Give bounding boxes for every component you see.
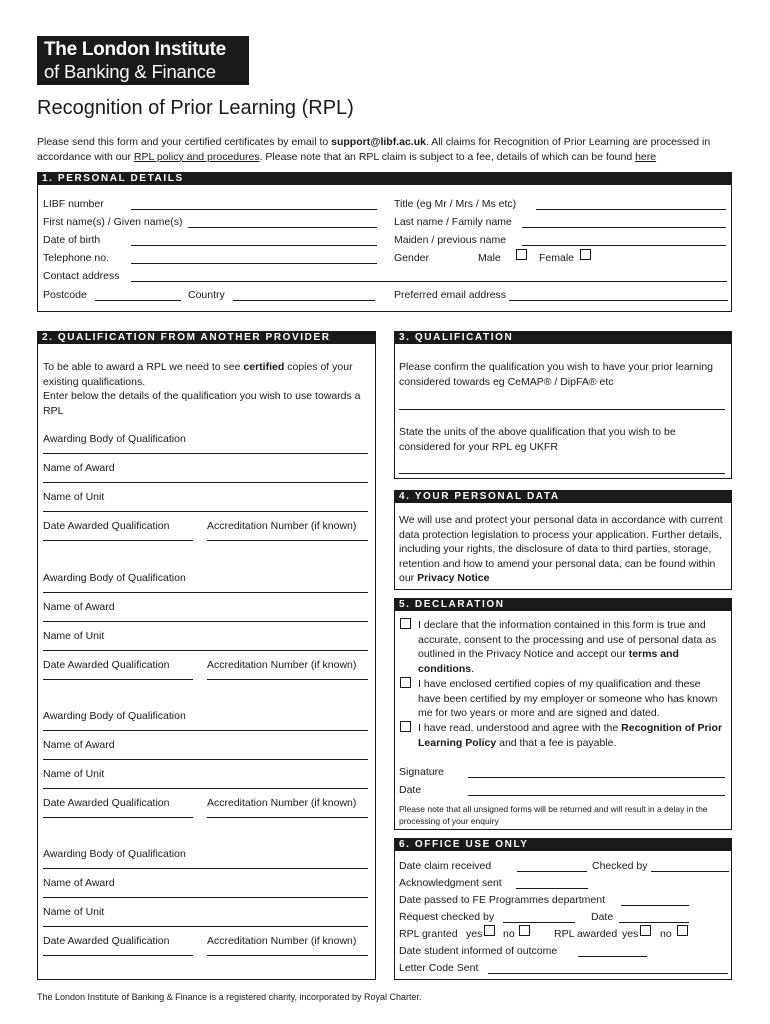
title-field[interactable] [536, 209, 726, 210]
declaration-1-checkbox[interactable] [400, 618, 411, 629]
dob-label: Date of birth [43, 234, 101, 246]
declaration-3-checkbox[interactable] [400, 721, 411, 732]
section-qualification [394, 331, 732, 479]
logo-line-2: of Banking & Finance [44, 61, 216, 82]
declaration-3-text: I have read, understood and agree with the Recognition of Prior Learning Policy and that a fee is payable. [418, 722, 723, 749]
libf-logo [37, 36, 249, 85]
logo-line-1: The London Institute [44, 39, 226, 60]
section-4-header: 4. YOUR PERSONAL DATA [394, 490, 732, 503]
unit-name-field-1[interactable] [43, 511, 368, 512]
unit-name-label-2: Name of Unit [43, 630, 105, 642]
awarding-body-label-1: Awarding Body of Qualification [43, 433, 186, 445]
country-label: Country [188, 289, 225, 301]
gender-male-checkbox[interactable] [516, 249, 527, 260]
award-name-label-4: Name of Award [43, 877, 115, 889]
request-checked-label: Request checked by [399, 911, 495, 923]
accreditation-field-4[interactable] [207, 955, 368, 956]
rpl-awarded-yes-label: yes [622, 928, 639, 940]
date-received-label: Date claim received [399, 860, 492, 872]
ack-sent-label: Acknowledgment sent [399, 877, 502, 889]
units-question: State the units of the above qualification that you wish to be considered for your RPL eg UKFR [399, 426, 676, 453]
awarding-body-field-2[interactable] [43, 592, 368, 593]
maiden-name-label: Maiden / previous name [394, 234, 507, 246]
accreditation-label-1: Accreditation Number (if known) [207, 520, 357, 532]
section-5-header: 5. DECLARATION [394, 598, 732, 611]
rpl-granted-yes-label: yes [466, 928, 483, 940]
date-passed-field[interactable] [621, 905, 689, 906]
privacy-notice-link[interactable]: Privacy Notice [417, 572, 490, 584]
unit-name-label-3: Name of Unit [43, 768, 105, 780]
office-date-field[interactable] [619, 922, 689, 923]
accreditation-label-2: Accreditation Number (if known) [207, 659, 357, 671]
unit-name-field-4[interactable] [43, 926, 368, 927]
qualification-field[interactable] [399, 409, 725, 410]
award-name-label-2: Name of Award [43, 601, 115, 613]
gender-male-label: Male [478, 252, 501, 264]
office-date-label: Date [591, 911, 614, 923]
date-received-field[interactable] [517, 871, 587, 872]
awarding-body-field-3[interactable] [43, 730, 368, 731]
units-field[interactable] [399, 473, 725, 474]
gender-female-label: Female [539, 252, 575, 264]
rpl-policy-link[interactable]: RPL policy and procedures [133, 150, 260, 163]
postcode-field[interactable] [95, 300, 181, 301]
page-title: Recognition of Prior Learning (RPL) [37, 97, 354, 119]
rpl-granted-no-checkbox[interactable] [519, 925, 530, 936]
contact-address-label: Contact address [43, 270, 120, 282]
support-email-link[interactable]: support@libf.ac.uk [331, 136, 426, 148]
section-2-intro: To be able to award a RPL we need to see certified copies of your existing qualifications. Enter below the details of the qualification you wish to use towards a RPL [43, 361, 361, 417]
maiden-name-field[interactable] [522, 245, 726, 246]
award-name-label-1: Name of Award [43, 462, 115, 474]
checked-by-label: Checked by [592, 860, 648, 872]
section-personal-details [37, 172, 732, 312]
libf-number-label: LIBF number [43, 198, 104, 210]
award-name-label-3: Name of Award [43, 739, 115, 751]
dob-field[interactable] [131, 245, 377, 246]
date-awarded-label-1: Date Awarded Qualification [43, 520, 170, 532]
date-informed-label: Date student informed of outcome [399, 945, 558, 957]
declaration-1-text: I declare that the information contained in this form is true and accurate, consent to the processing and use of personal data as outlined in the Privacy Notice and accept our terms and conditions. [418, 619, 717, 675]
telephone-label: Telephone no. [43, 252, 109, 264]
section-3-header: 3. QUALIFICATION [394, 331, 732, 344]
rpl-awarded-no-checkbox[interactable] [677, 925, 688, 936]
date-awarded-field-4[interactable] [43, 955, 193, 956]
awarding-body-field-1[interactable] [43, 453, 368, 454]
rpl-granted-yes-checkbox[interactable] [484, 925, 495, 936]
postcode-label: Postcode [43, 289, 87, 301]
declaration-date-field[interactable] [468, 795, 725, 796]
accreditation-field-1[interactable] [207, 540, 368, 541]
date-awarded-label-4: Date Awarded Qualification [43, 935, 170, 947]
date-awarded-field-1[interactable] [43, 540, 193, 541]
accreditation-field-3[interactable] [207, 817, 368, 818]
date-informed-field[interactable] [578, 956, 647, 957]
letter-code-field[interactable] [488, 973, 728, 974]
signature-label: Signature [399, 766, 444, 778]
libf-number-field[interactable] [131, 209, 377, 210]
award-name-field-2[interactable] [43, 621, 368, 622]
intro-text: Please send this form and your certified certificates by email to support@libf.ac.uk. All claims for Recognition of Prior Learning are processed in accordance with our RPL policy and procedures. Please note that an RPL claim is subject to a fee, details of which can be found here [37, 136, 711, 163]
last-name-field[interactable] [522, 227, 726, 228]
rpl-granted-label: RPL granted [399, 928, 458, 940]
awarding-body-label-3: Awarding Body of Qualification [43, 710, 186, 722]
rpl-awarded-yes-checkbox[interactable] [640, 925, 651, 936]
award-name-field-1[interactable] [43, 482, 368, 483]
date-awarded-label-3: Date Awarded Qualification [43, 797, 170, 809]
gender-female-checkbox[interactable] [580, 249, 591, 260]
declaration-2-checkbox[interactable] [400, 677, 411, 688]
request-checked-field[interactable] [503, 922, 575, 923]
email-field[interactable] [509, 300, 728, 301]
awarding-body-field-4[interactable] [43, 868, 368, 869]
ack-sent-field[interactable] [516, 888, 588, 889]
date-awarded-field-3[interactable] [43, 817, 193, 818]
section-1-header: 1. PERSONAL DETAILS [37, 172, 732, 185]
award-name-field-3[interactable] [43, 759, 368, 760]
unit-name-label-1: Name of Unit [43, 491, 105, 503]
first-name-field[interactable] [188, 227, 377, 228]
date-passed-label: Date passed to FE Programmes department [399, 894, 606, 906]
accreditation-field-2[interactable] [207, 679, 368, 680]
personal-data-text: We will use and protect your personal data in accordance with current data protection legislation to process your application. Further details, including your rights, the disclosure of data to third parties, storage, retention and how to amend your personal data, can be found within our Privacy Notice [399, 514, 723, 584]
section-2-header: 2. QUALIFICATION FROM ANOTHER PROVIDER [37, 331, 376, 344]
rpl-awarded-label: RPL awarded [554, 928, 618, 940]
email-label: Preferred email address [394, 289, 507, 301]
telephone-field[interactable] [131, 263, 377, 264]
awarding-body-label-2: Awarding Body of Qualification [43, 572, 186, 584]
unsigned-forms-note: Please note that all unsigned forms will be returned and will result in a delay in the processing of your enquiry [399, 804, 708, 826]
gender-label: Gender [394, 252, 430, 264]
fee-details-link[interactable]: here [635, 150, 657, 163]
accreditation-label-4: Accreditation Number (if known) [207, 935, 357, 947]
award-name-field-4[interactable] [43, 897, 368, 898]
footer-charity-note: The London Institute of Banking & Finance is a registered charity, incorporated by Royal Charter. [37, 992, 422, 1002]
section-6-header: 6. OFFICE USE ONLY [394, 838, 732, 851]
rpl-granted-no-label: no [503, 928, 515, 940]
rpl-awarded-no-label: no [660, 928, 672, 940]
checked-by-field[interactable] [651, 871, 729, 872]
signature-field[interactable] [468, 777, 725, 778]
accreditation-label-3: Accreditation Number (if known) [207, 797, 357, 809]
declaration-2-text: I have enclosed certified copies of my qualification and these have been certified by my employer or someone who has known me for two years or more and are signed and dated. [418, 678, 718, 719]
date-awarded-label-2: Date Awarded Qualification [43, 659, 170, 671]
unit-name-field-3[interactable] [43, 788, 368, 789]
country-field[interactable] [233, 300, 375, 301]
awarding-body-label-4: Awarding Body of Qualification [43, 848, 186, 860]
letter-code-label: Letter Code Sent [399, 962, 479, 974]
unit-name-label-4: Name of Unit [43, 906, 105, 918]
unit-name-field-2[interactable] [43, 650, 368, 651]
declaration-date-label: Date [399, 784, 422, 796]
contact-address-field[interactable] [131, 281, 727, 282]
date-awarded-field-2[interactable] [43, 679, 193, 680]
first-name-label: First name(s) / Given name(s) [43, 216, 183, 228]
last-name-label: Last name / Family name [394, 216, 512, 228]
qualification-question: Please confirm the qualification you wish to have your prior learning considered towards eg CeMAP® / DipFA® etc [399, 361, 714, 388]
title-label: Title (eg Mr / Mrs / Ms etc) [394, 198, 517, 210]
